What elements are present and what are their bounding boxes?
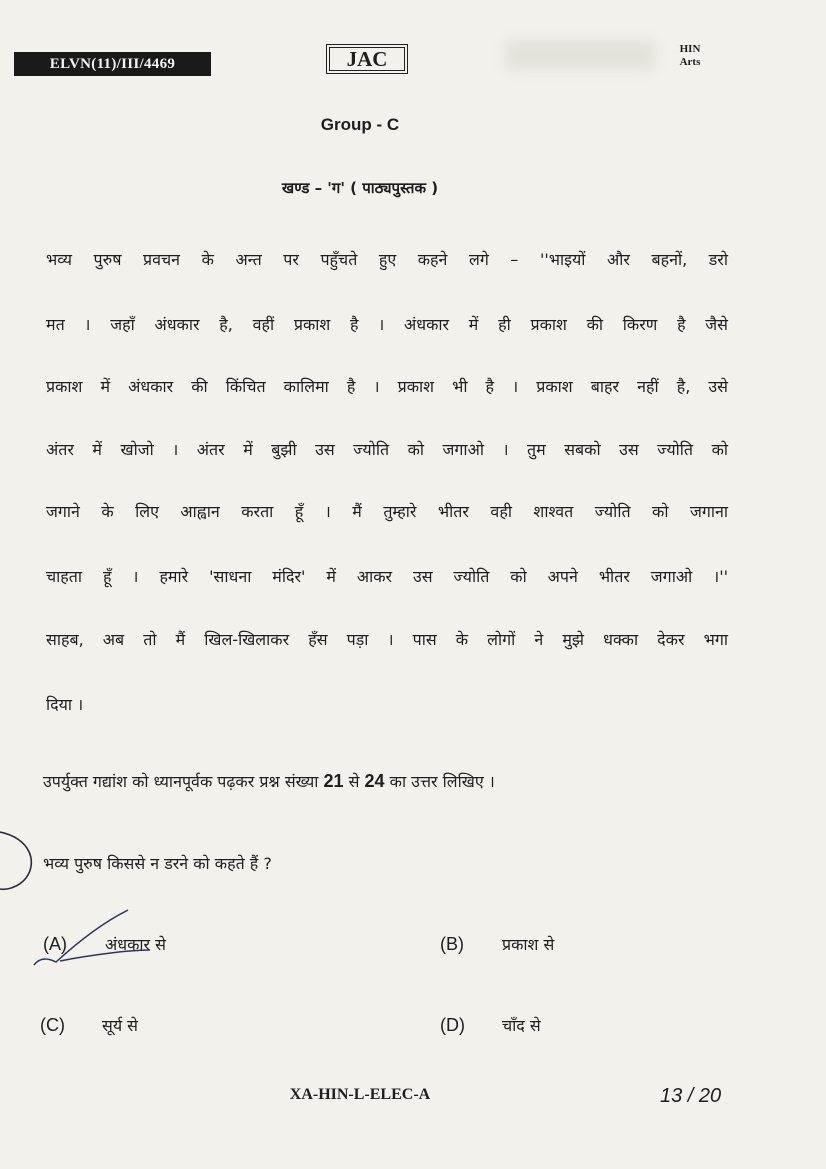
question-text: भव्य पुरुष किससे न डरने को कहते हैं ? [43,854,272,873]
option-c-label: (C) [40,1015,65,1035]
passage-line: चाहता हूँ । हमारे 'साधना मंदिर' में आकर उस ज्योति को अपने भीतर जगाओ ।'' [46,567,728,586]
footer-paper-code: XA-HIN-L-ELEC-A [289,1086,431,1103]
question-number-circle-mark [0,832,31,889]
option-a-text: अंधकार से [105,935,166,954]
question-range-start: 21 [323,771,344,791]
option-a [43,933,166,955]
subject-tag-line-2: Arts [679,56,701,68]
passage-line: अंतर में खोजो । अंतर में बुझी उस ज्योति को जगाओ । तुम सबको उस ज्योति को [46,440,728,459]
instruction-text [43,770,743,792]
option-c-text: सूर्य से [102,1016,138,1035]
option-d-label: (D) [440,1015,465,1035]
paper-code-badge: ELVN(11)/III/4469 [14,52,211,76]
instruction-after: का उत्तर लिखिए । [384,772,495,791]
passage-line: दिया । [46,695,84,714]
option-b [440,933,554,955]
option-d [440,1014,541,1036]
group-title: Group - C [320,115,400,134]
passage-line: मत । जहाँ अंधकार है, वहीं प्रकाश है । अंधकार में ही प्रकाश की किरण है जैसे [46,315,728,334]
section-title: खण्ड – 'ग' ( पाठ्यपुस्तक ) [281,179,439,197]
passage-line: भव्य पुरुष प्रवचन के अन्त पर पहुँचते हुए कहने लगे – ''भाइयों और बहनों, डरो [46,250,728,269]
option-c [40,1014,138,1036]
instruction-before: उपर्युक्त गद्यांश को ध्यानपूर्वक पढ़कर प्रश्न संख्या [43,772,324,791]
option-b-label: (B) [440,934,464,954]
subject-tag-line-1: HIN [679,43,701,55]
option-a-label: (A) [43,934,67,954]
passage-line: जगाने के लिए आह्वान करता हूँ । मैं तुम्हारे भीतर वही शाश्वत ज्योति को जगाना [46,502,728,521]
passage-line: साहब, अब तो मैं खिल-खिलाकर हँस पड़ा । पास के लोगों ने मुझे धक्का देकर भगा [46,630,728,649]
subject-tag [660,43,720,69]
option-b-text: प्रकाश से [502,935,555,954]
instruction-middle: से [343,772,365,791]
page-number: 13 / 20 [660,1085,722,1107]
question-range-end: 24 [364,771,385,791]
board-logo-box: JAC [326,44,408,74]
option-d-text: चाँद से [502,1016,541,1035]
faded-stamp [505,40,655,70]
passage-line: प्रकाश में अंधकार की किंचित कालिमा है । प्रकाश भी है । प्रकाश बाहर नहीं है, उसे [46,377,728,396]
